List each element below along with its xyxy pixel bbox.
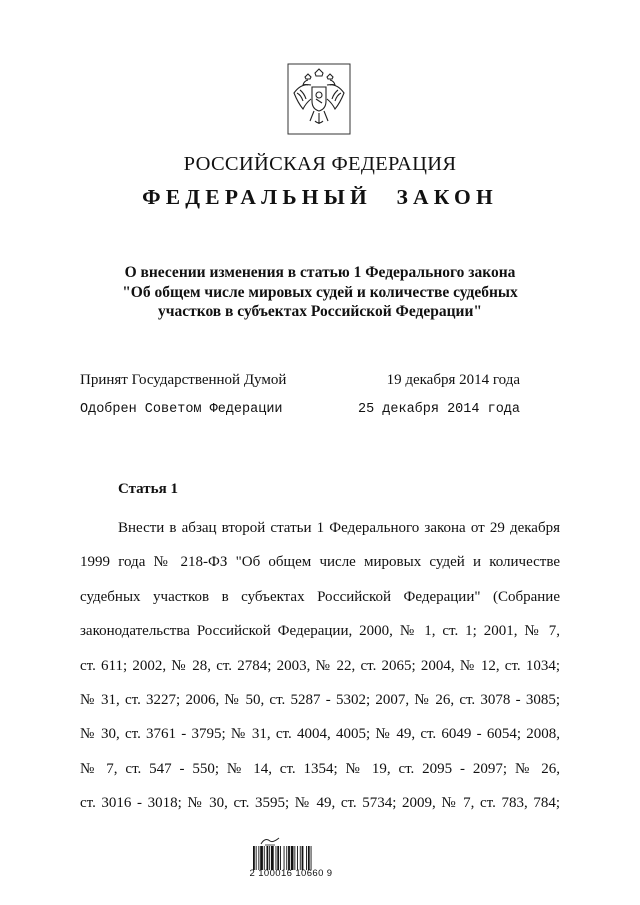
- article-heading: Статья 1: [118, 481, 178, 497]
- law-title-line: О внесении изменения в статью 1 Федерального закона: [124, 264, 516, 281]
- barcode-number: 2 100016 10660 9: [249, 868, 333, 879]
- approval-council-row: [80, 402, 520, 417]
- body-line: законодательства Российской Федерации, 2000, № 1, ст. 1; 2001, № 7,: [80, 623, 560, 640]
- body-line: ст. 611; 2002, № 28, ст. 2784; 2003, № 22, ст. 2065; 2004, № 12, ст. 1034;: [80, 657, 560, 674]
- registration-stamp-icon: [259, 836, 281, 846]
- adoption-label: Принят Государственной Думой: [80, 372, 287, 388]
- coat-of-arms-icon: [287, 63, 351, 135]
- country-name: РОССИЙСКАЯ ФЕДЕРАЦИЯ: [183, 153, 457, 175]
- body-line: ст. 3016 - 3018; № 30, ст. 3595; № 49, ст. 5734; 2009, № 7, ст. 783, 784;: [80, 795, 560, 812]
- adoption-duma-row: [80, 372, 520, 389]
- body-line: № 31, ст. 3227; 2006, № 50, ст. 5287 - 5302; 2007, № 26, ст. 3078 - 3085;: [80, 692, 560, 709]
- adoption-date: 19 декабря 2014 года: [386, 372, 520, 388]
- document-type: ФЕДЕРАЛЬНЫЙ ЗАКОН: [142, 185, 498, 209]
- approval-date: 25 декабря 2014 года: [357, 402, 520, 417]
- body-line: № 30, ст. 3761 - 3795; № 31, ст. 4004, 4005; № 49, ст. 6049 - 6054; 2008,: [80, 726, 560, 743]
- law-title: [0, 263, 640, 322]
- body-line: № 7, ст. 547 - 550; № 14, ст. 1354; № 19, ст. 2095 - 2097; № 26,: [80, 760, 560, 777]
- approval-label: Одобрен Советом Федерации: [80, 402, 283, 417]
- barcode-icon: [252, 846, 328, 870]
- body-line: Внести в абзац второй статьи 1 Федерального закона от 29 декабря: [118, 520, 560, 536]
- body-line: 1999 года № 218-ФЗ "Об общем числе мировых судей и количестве: [80, 554, 560, 571]
- law-title-line: "Об общем числе мировых судей и количестве судебных: [122, 283, 518, 301]
- article-body: [80, 511, 560, 821]
- law-title-line: участков в субъектах Российской Федерации": [157, 303, 483, 320]
- body-line: судебных участков в субъектах Российской Федерации" (Собрание: [80, 588, 560, 605]
